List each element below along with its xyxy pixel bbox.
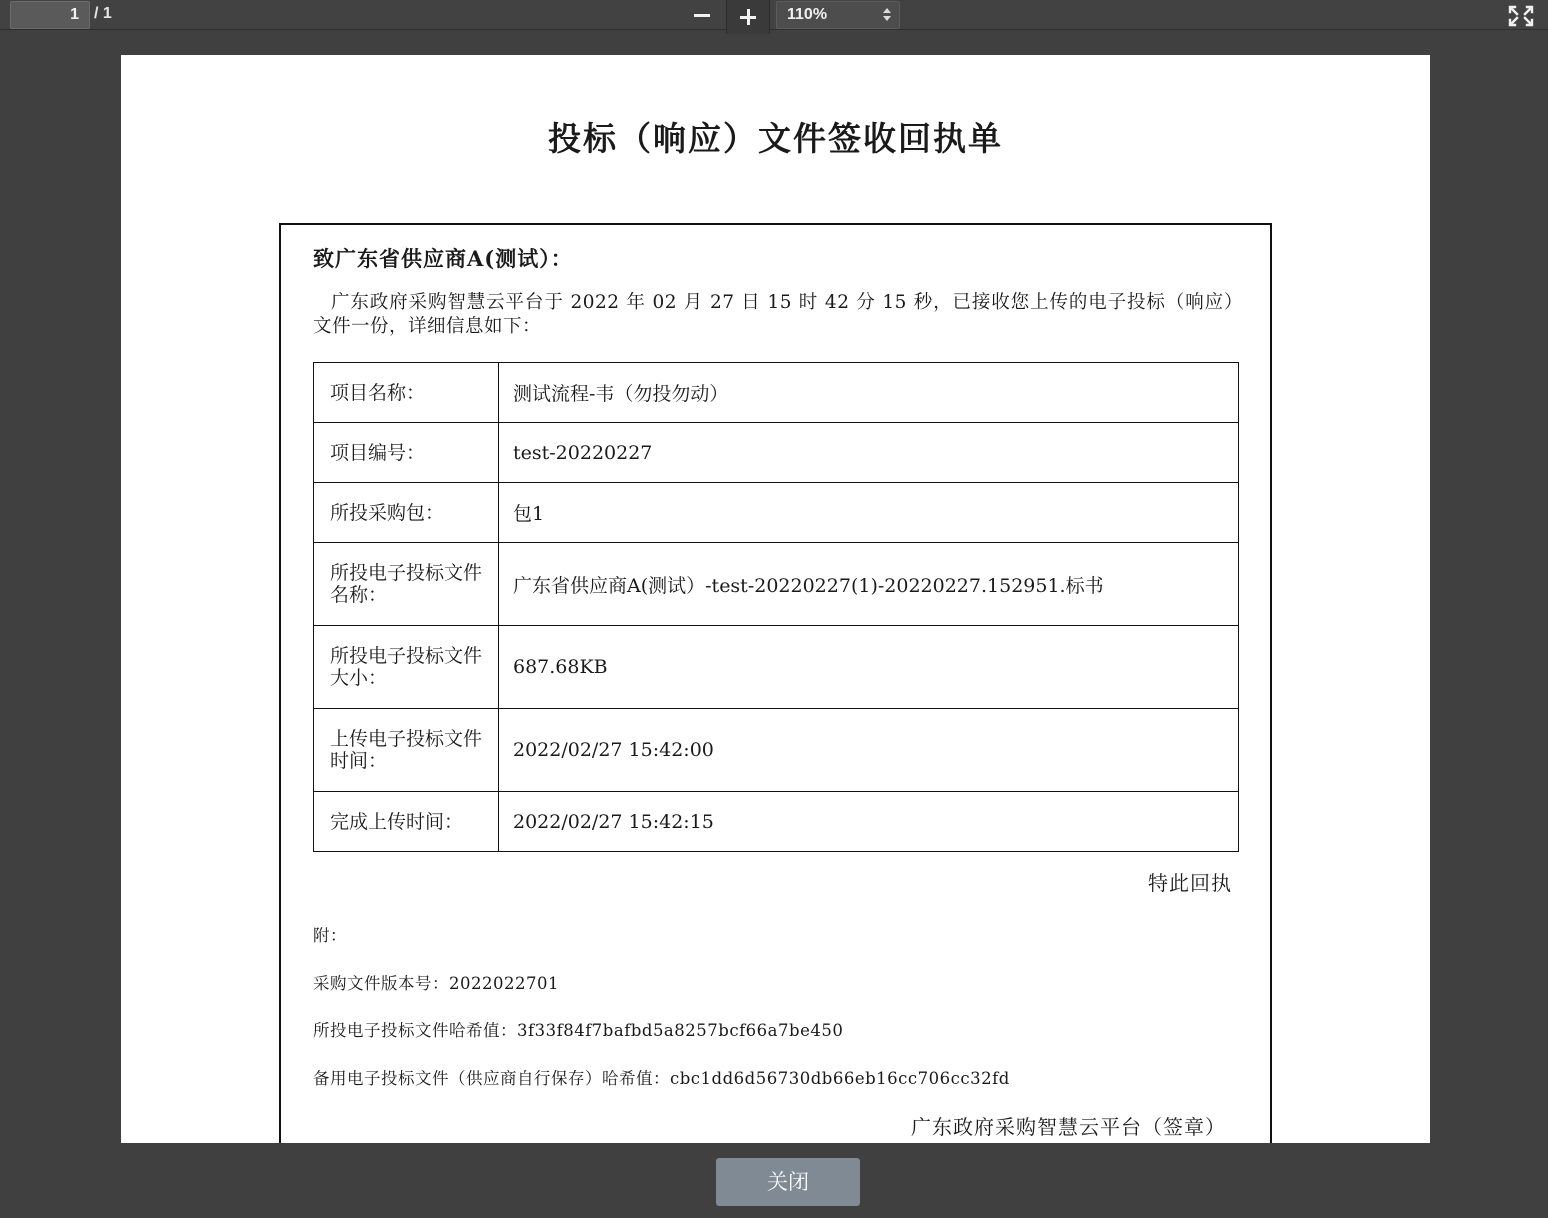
- table-row: [314, 626, 1239, 709]
- greeting: 致广东省供应商A(测试）：: [313, 246, 573, 271]
- row-value: 2022/02/27 15:42:15: [499, 792, 1239, 852]
- row-value: 2022/02/27 15:42:00: [499, 709, 1239, 792]
- fullscreen-button[interactable]: [1506, 3, 1536, 29]
- table-row: [314, 792, 1239, 852]
- updown-arrows-icon: [883, 7, 891, 23]
- fullscreen-icon: [1506, 3, 1536, 29]
- row-value: 687.68KB: [499, 626, 1239, 709]
- intro-paragraph: 广东政府采购智慧云平台于 2022 年 02 月 27 日 15 时 42 分 15 秒，已接收您上传的电子投标（响应）文件一份，详细信息如下：: [313, 292, 1243, 337]
- zoom-level-value: 110%: [787, 6, 828, 23]
- row-label: 所投电子投标文件大小：: [314, 626, 499, 709]
- zoom-out-button[interactable]: [680, 0, 724, 30]
- table-row: [314, 543, 1239, 626]
- table-row: [314, 423, 1239, 483]
- receipt-frame: [279, 223, 1272, 1143]
- close-button[interactable]: 关闭: [716, 1158, 860, 1206]
- page-total-label: / 1: [94, 5, 112, 22]
- page-number-input[interactable]: 1: [10, 1, 90, 29]
- row-value: 测试流程-韦（勿投勿动）: [499, 363, 1239, 423]
- pdf-page: [121, 55, 1430, 1143]
- attachment-backup-hash-line: 备用电子投标文件（供应商自行保存）哈希值：cbc1dd6d56730db66eb16cc706cc32fd: [313, 1069, 1010, 1088]
- table-row: [314, 483, 1239, 543]
- row-label: 上传电子投标文件时间：: [314, 709, 499, 792]
- zoom-level-select[interactable]: [776, 1, 900, 29]
- zoom-in-button[interactable]: [726, 0, 770, 34]
- table-row: [314, 363, 1239, 423]
- row-label: 完成上传时间：: [314, 792, 499, 852]
- attachment-version-line: 采购文件版本号：2022022701: [313, 974, 559, 993]
- issuer-signature-line: 广东政府采购智慧云平台（签章）: [911, 1115, 1226, 1139]
- row-label: 所投采购包：: [314, 483, 499, 543]
- plus-icon: [740, 9, 756, 25]
- table-row: [314, 709, 1239, 792]
- row-value: 广东省供应商A(测试）-test-20220227(1)-20220227.152951.标书: [499, 543, 1239, 626]
- receipt-info-table: [313, 362, 1239, 852]
- minus-icon: [694, 14, 710, 17]
- row-label: 项目编号：: [314, 423, 499, 483]
- pdf-toolbar: [0, 0, 1548, 30]
- row-value: test-20220227: [499, 423, 1239, 483]
- row-label: 项目名称：: [314, 363, 499, 423]
- attachment-label: 附：: [313, 926, 347, 945]
- sign-off-text: 特此回执: [1148, 871, 1232, 895]
- document-title: 投标（响应）文件签收回执单: [548, 119, 1003, 158]
- row-label: 所投电子投标文件名称：: [314, 543, 499, 626]
- row-value: 包1: [499, 483, 1239, 543]
- attachment-hash-line: 所投电子投标文件哈希值：3f33f84f7bafbd5a8257bcf66a7be450: [313, 1021, 844, 1040]
